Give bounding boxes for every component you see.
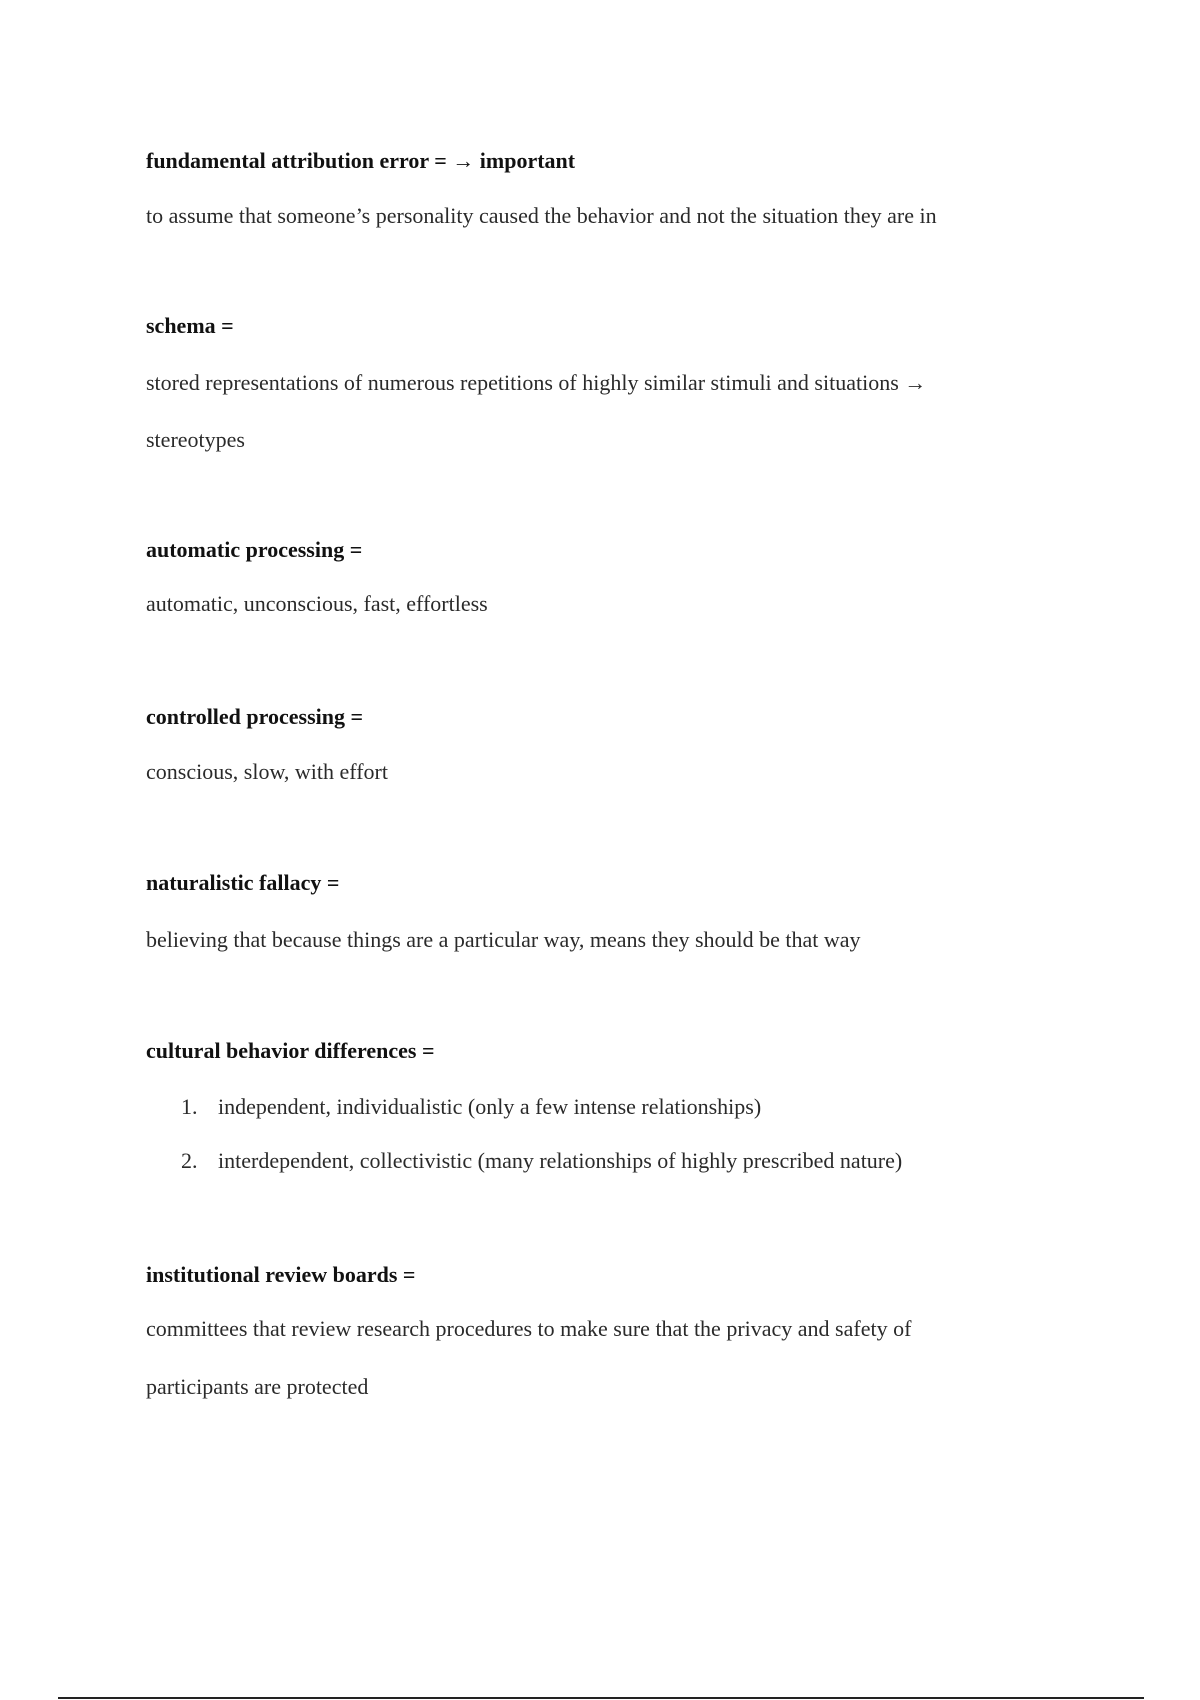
term-automatic-processing: automatic processing = [146,537,363,562]
definition-controlled-processing: conscious, slow, with effort [146,759,388,784]
term-schema: schema = [146,313,234,338]
definition-automatic-processing: automatic, unconscious, fast, effortless [146,591,488,616]
term-controlled-processing: controlled processing = [146,704,364,729]
definition-schema-line-2: stereotypes [146,427,245,452]
list-item-number-2: 2. [181,1148,198,1173]
definition-irb-line-2: participants are protected [146,1374,369,1399]
term-cultural-behavior-differences: cultural behavior differences = [146,1038,435,1063]
definition-naturalistic-fallacy: believing that because things are a particular way, means they should be that way [146,927,861,952]
term-naturalistic-fallacy: naturalistic fallacy = [146,870,340,895]
definition-schema-line-1: stored representations of numerous repetitions of highly similar stimuli and situations → [146,370,927,395]
list-item-text-2: interdependent, collectivistic (many relationships of highly prescribed nature) [218,1148,903,1173]
term-fundamental-attribution-error: fundamental attribution error = → important [146,148,576,173]
definition-fundamental-attribution-error: to assume that someone’s personality caused the behavior and not the situation they are in [146,203,937,228]
list-item-number-1: 1. [181,1094,198,1119]
bottom-divider [58,1697,1144,1699]
definition-irb-line-1: committees that review research procedures to make sure that the privacy and safety of [146,1316,912,1341]
list-item-text-1: independent, individualistic (only a few intense relationships) [218,1094,762,1119]
term-institutional-review-boards: institutional review boards = [146,1262,416,1287]
